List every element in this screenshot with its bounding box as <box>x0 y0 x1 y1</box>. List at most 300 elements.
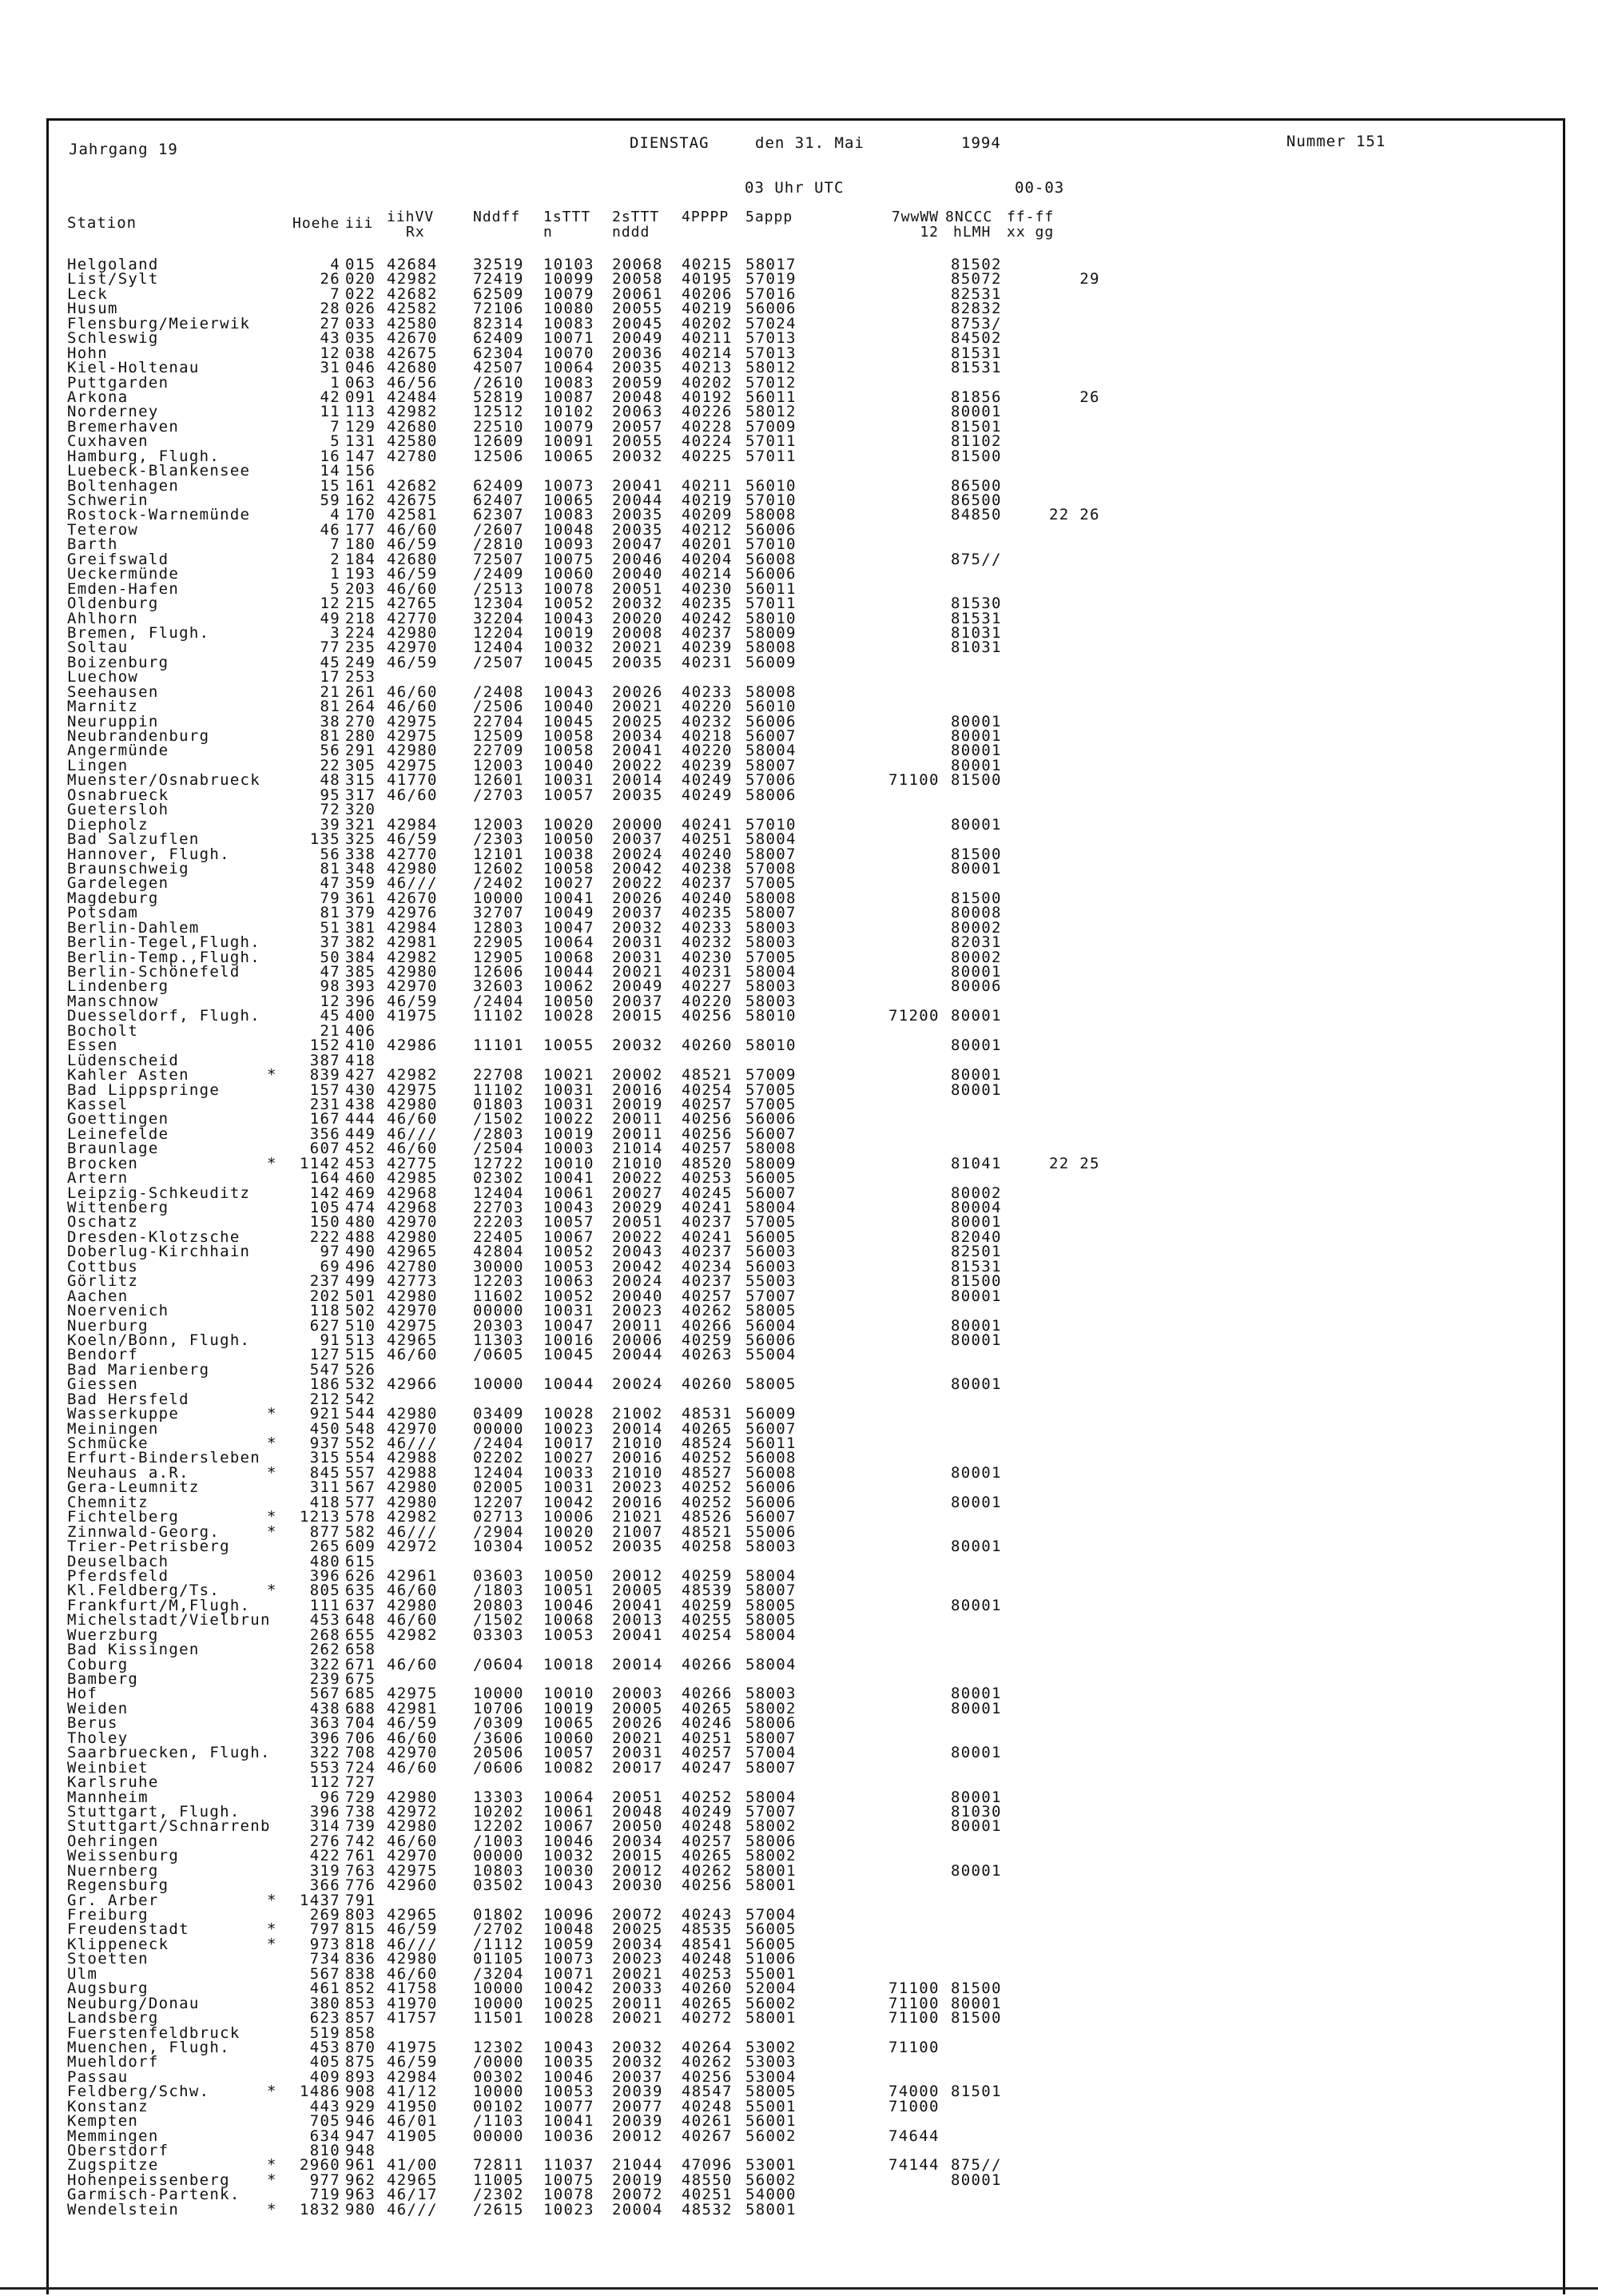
cell-dd: /0000 <box>473 2053 524 2071</box>
cell-s: 58004 <box>745 1788 797 1806</box>
cell-iii: 724 <box>345 1758 376 1777</box>
cell-iii: 203 <box>345 579 376 598</box>
cell-dd: 12003 <box>473 815 524 834</box>
cell-s: 58001 <box>745 2009 797 2027</box>
cell-st: Luebeck-Blankensee <box>67 462 251 480</box>
table-row <box>0 1701 1598 1716</box>
cell-iii: 359 <box>345 874 376 893</box>
cell-dd: 12512 <box>473 403 524 421</box>
cell-p: 40249 <box>682 1802 733 1820</box>
cell-dd: 10000 <box>473 1980 524 1998</box>
cell-p: 40249 <box>682 771 733 790</box>
cell-vv: 46/// <box>387 1124 438 1143</box>
cell-st: Kempten <box>67 2112 139 2131</box>
year: 1994 <box>961 134 1001 152</box>
cell-cc: 80001 <box>951 1287 1002 1305</box>
cell-st: Berlin-Schönefeld <box>67 963 240 981</box>
cell-mk: * <box>267 1522 277 1541</box>
cell-s: 58012 <box>745 359 797 377</box>
cell-cc: 86500 <box>951 476 1002 495</box>
table-row <box>0 1333 1598 1347</box>
cell-t1: 10079 <box>543 285 594 303</box>
cell-ho: 380 <box>309 1994 340 2012</box>
cell-ho: 5 <box>330 579 340 598</box>
cell-vv: 42970 <box>387 1302 438 1320</box>
cell-dd: 10000 <box>473 2083 524 2101</box>
cell-t2: 20044 <box>612 491 663 509</box>
cell-vv: 42960 <box>387 1876 438 1895</box>
cell-st: Helgoland <box>67 256 159 273</box>
cell-vv: 46/59 <box>387 992 438 1010</box>
cell-s: 56008 <box>745 1449 797 1467</box>
cell-ho: 1437 <box>300 1891 340 1909</box>
cell-t1: 10043 <box>543 1199 594 1216</box>
cell-dd: 10803 <box>473 1861 524 1880</box>
cell-vv: 42975 <box>387 712 438 730</box>
cell-t2: 20011 <box>612 1124 663 1143</box>
cell-ho: 311 <box>309 1478 340 1497</box>
cell-iii: 609 <box>345 1538 376 1556</box>
cell-ww: 71000 <box>888 2097 940 2115</box>
cell-p: 48541 <box>682 1935 733 1953</box>
cell-st: Schmücke <box>67 1435 149 1452</box>
cell-dd: 62304 <box>473 344 524 362</box>
cell-dd: 62409 <box>473 329 524 348</box>
cell-s: 58004 <box>745 742 797 760</box>
cell-p: 40239 <box>682 639 733 657</box>
cell-t2: 20051 <box>612 1788 663 1806</box>
bottom-rule <box>0 2287 1598 2290</box>
cell-iii: 253 <box>345 668 376 686</box>
cell-ho: 387 <box>309 1051 340 1069</box>
cell-p: 48532 <box>682 2200 733 2218</box>
cell-vv: 42775 <box>387 1154 438 1172</box>
col-t1: 1sTTT n <box>543 209 591 241</box>
table-row <box>0 2067 1598 2086</box>
cell-st: Arkona <box>67 388 129 406</box>
cell-s: 58010 <box>745 1007 797 1025</box>
cell-p: 40220 <box>682 742 733 760</box>
cell-st: Leck <box>67 285 108 303</box>
cell-ho: 634 <box>309 2127 340 2145</box>
cell-vv: 42982 <box>387 403 438 421</box>
cell-t2: 20023 <box>612 1302 663 1320</box>
cell-dd: 00000 <box>473 1302 524 1320</box>
cell-ho: 443 <box>309 2097 340 2115</box>
cell-t1: 10059 <box>543 1935 594 1953</box>
cell-iii: 875 <box>345 2053 376 2071</box>
cell-cc: 80001 <box>951 1861 1002 1880</box>
cell-p: 40265 <box>682 1419 733 1438</box>
cell-st: Lingen <box>67 756 129 774</box>
cell-s: 56011 <box>745 579 797 598</box>
cell-ho: 2 <box>330 550 340 568</box>
cell-t2: 20063 <box>612 403 663 421</box>
cell-s: 56005 <box>745 1169 797 1188</box>
col-ww: 7wwWW 12 <box>891 209 939 241</box>
cell-iii: 180 <box>345 535 376 554</box>
cell-p: 40211 <box>682 329 733 348</box>
cell-st: Erfurt-Bindersleben <box>67 1449 261 1467</box>
cell-p: 40248 <box>682 1817 733 1836</box>
cell-vv: 46/01 <box>387 2112 438 2131</box>
cell-s: 57005 <box>745 1213 797 1232</box>
cell-dd: 32603 <box>473 977 524 996</box>
cell-t1: 10096 <box>543 1906 594 1924</box>
cell-dd: /2409 <box>473 565 524 583</box>
cell-vv: 42980 <box>387 1478 438 1497</box>
cell-vv: 42970 <box>387 977 438 996</box>
cell-vv: 42670 <box>387 889 438 907</box>
cell-vv: 46/56 <box>387 373 438 392</box>
cell-st: Wuerzburg <box>67 1626 159 1644</box>
cell-st: Emden-Hafen <box>67 579 180 598</box>
cell-dd: /2607 <box>473 520 524 539</box>
cell-st: Ahlhorn <box>67 609 139 627</box>
cell-p: 40213 <box>682 359 733 377</box>
cell-iii: 858 <box>345 2023 376 2042</box>
cell-s: 58008 <box>745 682 797 701</box>
cell-st: Wendelstein <box>67 2200 180 2218</box>
cell-t1: 10020 <box>543 1522 594 1541</box>
cell-st: Hannover, Flugh. <box>67 845 230 863</box>
cell-cc: 81531 <box>951 344 1002 362</box>
table-row <box>0 1080 1598 1099</box>
cell-ho: 567 <box>309 1964 340 1983</box>
cell-dd: /0309 <box>473 1714 524 1733</box>
cell-dd: 02713 <box>473 1508 524 1526</box>
table-row <box>0 1937 1598 1952</box>
cell-t2: 20004 <box>612 2200 663 2218</box>
time-utc: 03 Uhr UTC <box>745 179 845 197</box>
cell-cc: 875// <box>951 550 1002 568</box>
table-row <box>0 2187 1598 2202</box>
cell-st: Diepholz <box>67 815 149 834</box>
cell-iii: 948 <box>345 2142 376 2159</box>
cell-t2: 20032 <box>612 918 663 937</box>
col-iii: iii <box>345 215 374 232</box>
cell-t1: 10065 <box>543 491 594 509</box>
cell-p: 40253 <box>682 1964 733 1983</box>
cell-dd: 12404 <box>473 639 524 657</box>
cell-cc: 80001 <box>951 963 1002 981</box>
cell-st: Boizenburg <box>67 653 169 671</box>
cell-ff: 26 <box>1049 388 1100 406</box>
table-row <box>0 682 1598 701</box>
cell-ho: 79 <box>320 889 340 907</box>
cell-t2: 20022 <box>612 1169 663 1188</box>
cell-dd: /0606 <box>473 1758 524 1777</box>
cell-st: Greifswald <box>67 550 169 568</box>
cell-iii: 418 <box>345 1051 376 1069</box>
cell-ho: 396 <box>309 1729 340 1747</box>
cell-st: Ueckermünde <box>67 565 180 583</box>
cell-st: Kassel <box>67 1095 129 1113</box>
cell-p: 40234 <box>682 1257 733 1275</box>
cell-iii: 675 <box>345 1670 376 1688</box>
cell-p: 48531 <box>682 1405 733 1423</box>
table-row <box>0 417 1598 436</box>
cell-t1: 10043 <box>543 682 594 701</box>
cell-cc: 80001 <box>951 1699 1002 1717</box>
cell-iii: 379 <box>345 904 376 922</box>
cell-vv: 42980 <box>387 742 438 760</box>
cell-iii: 502 <box>345 1302 376 1320</box>
cell-t2: 20032 <box>612 447 663 465</box>
cell-iii: 853 <box>345 1994 376 2012</box>
table-row <box>0 1495 1598 1510</box>
cell-vv: 42985 <box>387 1169 438 1188</box>
table-row <box>0 891 1598 905</box>
cell-p: 40204 <box>682 550 733 568</box>
cell-ho: 28 <box>320 300 340 318</box>
table-row <box>0 1037 1598 1055</box>
cell-t1: 10063 <box>543 1272 594 1291</box>
cell-s: 57011 <box>745 447 797 465</box>
cell-s: 56007 <box>745 1124 797 1143</box>
table-row <box>0 1169 1598 1188</box>
table-row <box>0 1714 1598 1733</box>
cell-dd: 32519 <box>473 256 524 273</box>
cell-iii: 961 <box>345 2156 376 2175</box>
cell-t1: 10033 <box>543 1463 594 1482</box>
cell-st: Tholey <box>67 1729 129 1747</box>
cell-p: 40258 <box>682 1538 733 1556</box>
cell-iii: 870 <box>345 2038 376 2056</box>
cell-dd: 12602 <box>473 859 524 877</box>
cell-ho: 12 <box>320 344 340 362</box>
cell-vv: 46/// <box>387 1935 438 1953</box>
cell-st: Regensburg <box>67 1876 169 1895</box>
cell-st: Noervenich <box>67 1302 169 1320</box>
cell-t1: 10035 <box>543 2053 594 2071</box>
cell-mk: * <box>267 1935 277 1953</box>
cell-p: 40219 <box>682 300 733 318</box>
cell-s: 58005 <box>745 2083 797 2101</box>
cell-cc: 80006 <box>951 977 1002 996</box>
cell-dd: 12204 <box>473 623 524 642</box>
cell-s: 56007 <box>745 1184 797 1202</box>
cell-mk: * <box>267 1405 277 1423</box>
cell-dd: 12003 <box>473 756 524 774</box>
cell-dd: /2507 <box>473 653 524 671</box>
cell-ho: 96 <box>320 1788 340 1806</box>
cell-t1: 10057 <box>543 1213 594 1232</box>
cell-vv: 42980 <box>387 1095 438 1113</box>
cell-p: 40226 <box>682 403 733 421</box>
cell-t2: 21044 <box>612 2156 663 2175</box>
cell-ho: 7 <box>330 417 340 436</box>
cell-t1: 10050 <box>543 1566 594 1585</box>
cell-st: Leinefelde <box>67 1124 169 1143</box>
cell-ho: 450 <box>309 1419 340 1438</box>
cell-st: Kahler Asten <box>67 1066 189 1084</box>
cell-t2: 20017 <box>612 1758 663 1777</box>
cell-vv: 41/00 <box>387 2156 438 2175</box>
cell-t2: 20057 <box>612 417 663 436</box>
table-row <box>0 432 1598 451</box>
cell-vv: 46/59 <box>387 2053 438 2071</box>
cell-p: 40254 <box>682 1080 733 1099</box>
cell-ho: 15 <box>320 476 340 495</box>
cell-t1: 10067 <box>543 1228 594 1246</box>
cell-s: 56006 <box>745 520 797 539</box>
cell-iii: 156 <box>345 462 376 480</box>
cell-iii: 963 <box>345 2186 376 2204</box>
cell-ho: 268 <box>309 1626 340 1644</box>
cell-ho: 27 <box>320 314 340 332</box>
cell-p: 40232 <box>682 712 733 730</box>
cell-t1: 10043 <box>543 2038 594 2056</box>
cell-t2: 20040 <box>612 565 663 583</box>
cell-st: Husum <box>67 300 118 318</box>
table-row <box>0 1347 1598 1362</box>
table-row <box>0 287 1598 301</box>
cell-st: Weinbiet <box>67 1758 149 1777</box>
cell-iii: 739 <box>345 1817 376 1836</box>
cell-st: Muenchen, Flugh. <box>67 2038 230 2056</box>
cell-p: 40251 <box>682 2186 733 2204</box>
cell-t1: 10018 <box>543 1655 594 1673</box>
cell-p: 40231 <box>682 653 733 671</box>
cell-vv: 46/// <box>387 1522 438 1541</box>
cell-p: 40252 <box>682 1478 733 1497</box>
cell-t2: 21010 <box>612 1435 663 1452</box>
cell-cc: 80001 <box>951 1744 1002 1762</box>
cell-vv: 46/59 <box>387 1920 438 1939</box>
cell-t1: 10070 <box>543 344 594 362</box>
cell-st: Bamberg <box>67 1670 139 1688</box>
cell-p: 40247 <box>682 1758 733 1777</box>
cell-ho: 1 <box>330 565 340 583</box>
cell-ho: 21 <box>320 1021 340 1040</box>
cell-vv: 41758 <box>387 1980 438 1998</box>
cell-t2: 20012 <box>612 1566 663 1585</box>
cell-s: 53003 <box>745 2053 797 2071</box>
cell-t2: 20025 <box>612 1920 663 1939</box>
cell-vv: 41/12 <box>387 2083 438 2101</box>
cell-dd: 12509 <box>473 727 524 745</box>
cell-cc: 81500 <box>951 889 1002 907</box>
cell-st: Neuhaus a.R. <box>67 1463 189 1482</box>
cell-t2: 20051 <box>612 1213 663 1232</box>
cell-s: 56010 <box>745 698 797 716</box>
cell-vv: 42972 <box>387 1802 438 1820</box>
cell-st: Boltenhagen <box>67 476 180 495</box>
cell-iii: 033 <box>345 314 376 332</box>
cell-dd: /2703 <box>473 786 524 804</box>
cell-t2: 21007 <box>612 1522 663 1541</box>
table-row <box>0 1510 1598 1524</box>
cell-ho: 157 <box>309 1080 340 1099</box>
cell-s: 57010 <box>745 815 797 834</box>
cell-iii: 706 <box>345 1729 376 1747</box>
cell-s: 57004 <box>745 1906 797 1924</box>
cell-st: Schleswig <box>67 329 159 348</box>
cell-p: 40257 <box>682 1287 733 1305</box>
cell-t1: 10067 <box>543 1817 594 1836</box>
cell-cc: 80001 <box>951 1493 1002 1511</box>
cell-ho: 607 <box>309 1140 340 1158</box>
cell-st: Aachen <box>67 1287 129 1305</box>
table-row <box>0 933 1598 952</box>
cell-cc: 81531 <box>951 609 1002 627</box>
cell-t2: 20002 <box>612 1066 663 1084</box>
cell-p: 40235 <box>682 904 733 922</box>
cell-t1: 10061 <box>543 1802 594 1820</box>
cell-vv: 42980 <box>387 623 438 642</box>
table-row <box>0 1657 1598 1672</box>
cell-cc: 80001 <box>951 2171 1002 2189</box>
cell-cc: 80001 <box>951 712 1002 730</box>
table-row <box>0 272 1598 286</box>
cell-iii: 315 <box>345 771 376 790</box>
cell-p: 40241 <box>682 1228 733 1246</box>
cell-iii: 022 <box>345 285 376 303</box>
cell-p: 40249 <box>682 786 733 804</box>
cell-vv: 46/60 <box>387 520 438 539</box>
cell-ho: 17 <box>320 668 340 686</box>
cell-iii: 626 <box>345 1566 376 1585</box>
cell-st: Bocholt <box>67 1021 139 1040</box>
cell-s: 58005 <box>745 1302 797 1320</box>
cell-t1: 10042 <box>543 1980 594 1998</box>
cell-p: 40265 <box>682 1699 733 1717</box>
cell-cc: 80001 <box>951 1788 1002 1806</box>
cell-dd: 20506 <box>473 1744 524 1762</box>
cell-ho: 11 <box>320 403 340 421</box>
cell-cc: 82501 <box>951 1243 1002 1261</box>
cell-t2: 20006 <box>612 1331 663 1349</box>
cell-st: Bremen, Flugh. <box>67 623 210 642</box>
cell-p: 40248 <box>682 2097 733 2115</box>
cell-cc: 80001 <box>951 727 1002 745</box>
cell-vv: 46/60 <box>387 1110 438 1128</box>
table-row <box>0 623 1598 642</box>
cell-s: 55001 <box>745 2097 797 2115</box>
table-row <box>0 1478 1598 1497</box>
cell-ho: 59 <box>320 491 340 509</box>
cell-ho: 553 <box>309 1758 340 1777</box>
cell-cc: 80004 <box>951 1199 1002 1216</box>
cell-st: Hamburg, Flugh. <box>67 447 221 465</box>
cell-t1: 10073 <box>543 476 594 495</box>
cell-vv: 42986 <box>387 1037 438 1055</box>
cell-vv: 42980 <box>387 1493 438 1511</box>
cell-t2: 20014 <box>612 1655 663 1673</box>
cell-t2: 20026 <box>612 889 663 907</box>
cell-dd: 03603 <box>473 1566 524 1585</box>
cell-s: 56009 <box>745 1405 797 1423</box>
cell-st: Oehringen <box>67 1832 159 1850</box>
cell-s: 58005 <box>745 1596 797 1614</box>
cell-dd: 62407 <box>473 491 524 509</box>
cell-p: 40206 <box>682 285 733 303</box>
cell-p: 40240 <box>682 889 733 907</box>
cell-ho: 164 <box>309 1169 340 1188</box>
cell-ho: 453 <box>309 1611 340 1629</box>
cell-t1: 10075 <box>543 550 594 568</box>
cell-iii: 791 <box>345 1891 376 1909</box>
cell-ww: 74644 <box>888 2127 940 2145</box>
cell-iii: 131 <box>345 432 376 451</box>
cell-t1: 10091 <box>543 432 594 451</box>
cell-st: Fichtelberg <box>67 1508 180 1526</box>
cell-dd: 42507 <box>473 359 524 377</box>
cell-dd: /0605 <box>473 1346 524 1364</box>
cell-s: 58008 <box>745 506 797 524</box>
col-station: Station <box>67 214 137 232</box>
